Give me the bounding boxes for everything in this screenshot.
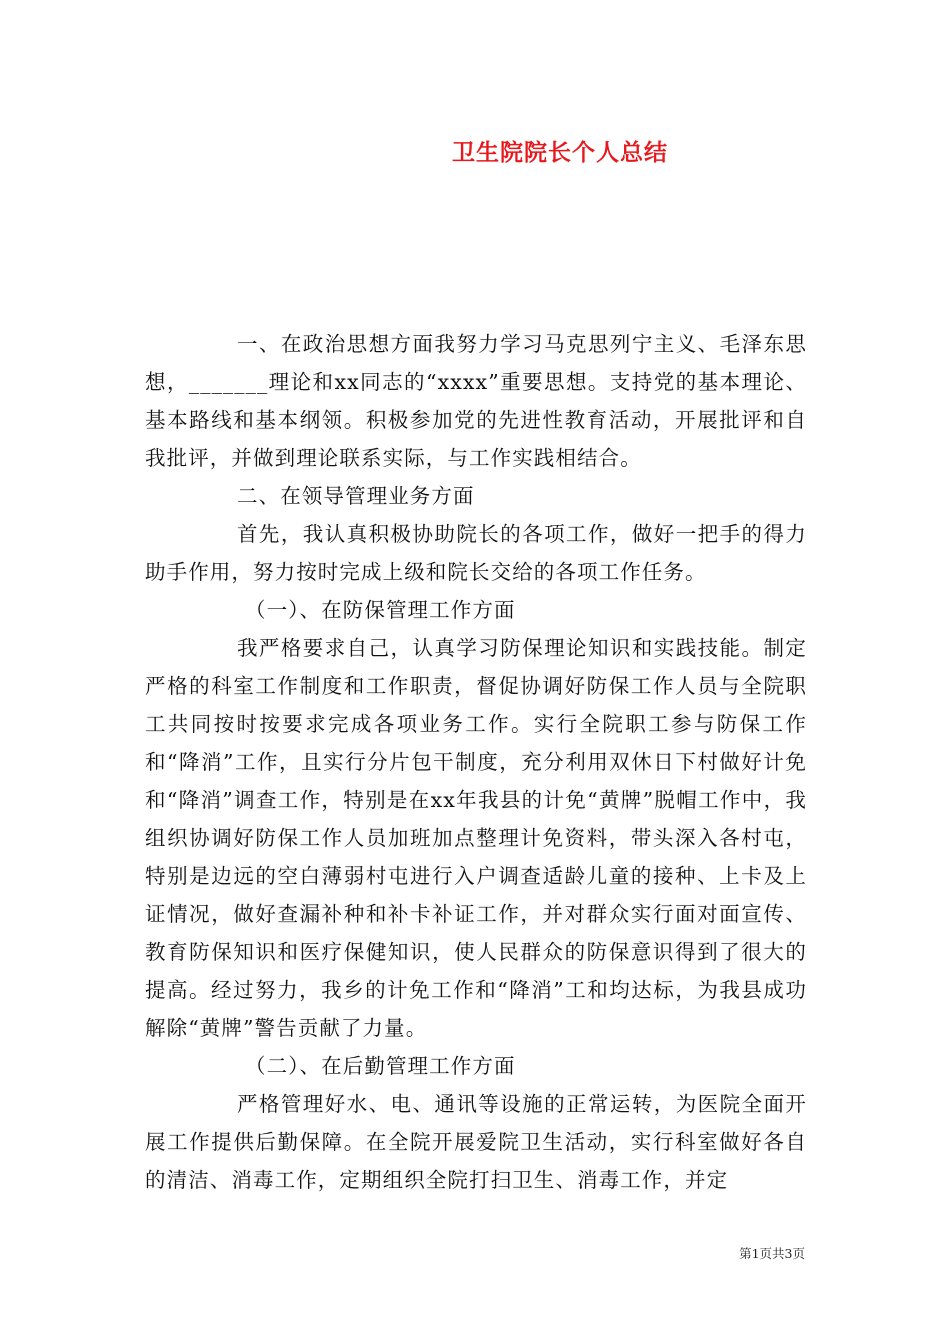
document-title: 卫生院院长个人总结: [452, 140, 668, 166]
paragraph-assist-director: 首先，我认真积极协助院长的各项工作，做好一把手的得力助手作用，努力按时完成上级和院长交给的各项工作任务。: [145, 522, 807, 584]
document-body: [145, 325, 807, 1199]
heading-leadership-management: 二、在领导管理业务方面: [237, 484, 475, 508]
page-number-footer: 第1页共3页: [739, 1246, 805, 1261]
paragraph-prevention-work: 我严格要求自己，认真学习防保理论知识和实践技能。制定严格的科室工作制度和工作职责，督促协调好防保工作人员与全院职工共同按时按要求完成各项业务工作。实行全院职工参与防保工作和“降消”工作，且实行分片包干制度，充分利用双休日下村做好计免和“降消”调查工作，特别是在xx年我县的计免“黄牌”脱帽工作中，我组织协调好防保工作人员加班加点整理计免资料，带头深入各村屯，特别是边远的空白薄弱村屯进行入户调查适龄儿童的接种、上卡及上证情况，做好查漏补种和补卡补证工作，并对群众实行面对面宣传、教育防保知识和医疗保健知识，使人民群众的防保意识得到了很大的提高。经过努力，我乡的计免工作和“降消”工和均达标，为我县成功解除“黄牌”警告贡献了力量。: [145, 636, 807, 1040]
paragraph-logistics-work: 严格管理好水、电、通讯等设施的正常运转，为医院全面开展工作提供后勤保障。在全院开展爱院卫生活动，实行科室做好各自的清洁、消毒工作，定期组织全院打扫卫生、消毒工作，并定: [145, 1092, 807, 1192]
subheading-prevention-management: （一）、在防保管理工作方面: [245, 598, 516, 622]
subheading-logistics-management: （二）、在后勤管理工作方面: [245, 1054, 516, 1078]
paragraph-political-thought: 一、在政治思想方面我努力学习马克思列宁主义、毛泽东思想，_______理论和xx同志的“xxxx”重要思想。支持党的基本理论、基本路线和基本纲领。积极参加党的先进性教育活动，开展批评和自我批评，并做到理论联系实际，与工作实践相结合。: [145, 332, 807, 470]
